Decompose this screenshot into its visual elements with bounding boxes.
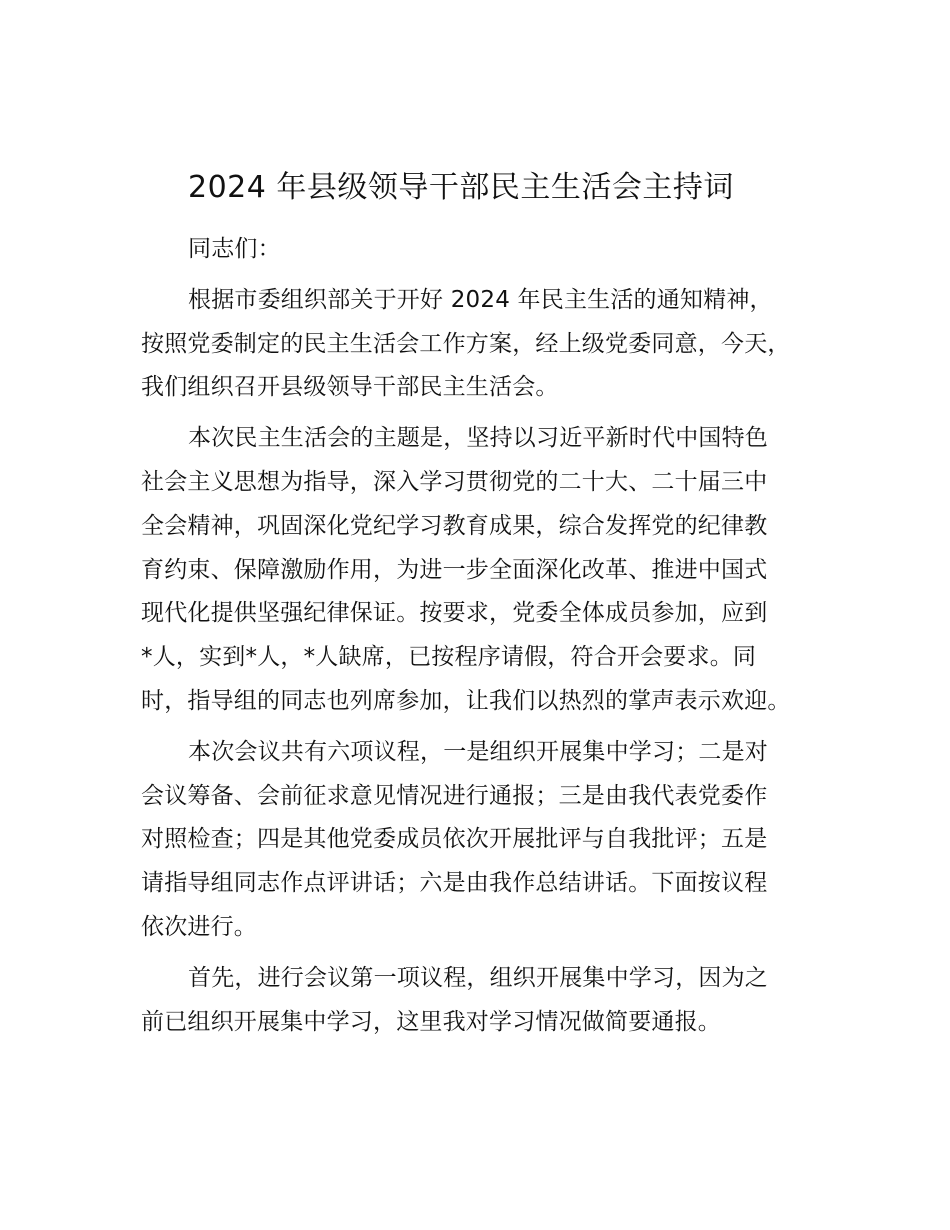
paragraph-line: *人，实到*人，*人缺席，已按程序请假，符合开会要求。同 [141, 644, 757, 671]
paragraph-line: 社会主义思想为指导，深入学习贯彻党的二十大、二十届三中 [141, 468, 768, 495]
paragraph-line: 依次进行。 [141, 913, 257, 940]
paragraph-line: 本次会议共有六项议程，一是组织开展集中学习；二是对 [188, 738, 768, 765]
paragraph-line: 我们组织召开县级领导干部民主生活会。 [141, 374, 559, 401]
paragraph-line: 前已组织开展集中学习，这里我对学习情况做简要通报。 [141, 1008, 721, 1035]
paragraph-line: 按照党委制定的民主生活会工作方案，经上级党委同意，今天， [141, 330, 791, 357]
greeting-line: 同志们： [188, 236, 281, 262]
greeting [141, 228, 831, 272]
paragraph-line: 育约束、保障激励作用，为进一步全面深化改革、推进中国式 [141, 556, 768, 583]
paragraph-line: 请指导组同志作点评讲话；六是由我作总结讲话。下面按议程 [141, 870, 768, 897]
paragraph-line: 会议筹备、会前征求意见情况进行通报；三是由我代表党委作 [141, 782, 768, 809]
paragraph-line: 现代化提供坚强纪律保证。按要求，党委全体成员参加，应到 [141, 600, 768, 627]
paragraph-line: 首先，进行会议第一项议程，组织开展集中学习，因为之 [188, 964, 768, 991]
paragraph-line: 本次民主生活会的主题是，坚持以习近平新时代中国特色 [188, 425, 768, 452]
paragraph-first-item [141, 957, 831, 1045]
paragraph-notice [141, 279, 831, 410]
paragraph-line: 时，指导组的同志也列席参加，让我们以热烈的掌声表示欢迎。 [141, 687, 791, 714]
paragraph-line: 对照检查；四是其他党委成员依次开展批评与自我批评；五是 [141, 826, 768, 853]
document-page [141, 160, 831, 1051]
paragraph-line: 根据市委组织部关于开好 2024 年民主生活的通知精神， [188, 286, 773, 313]
paragraph-line: 全会精神，巩固深化党纪学习教育成果，综合发挥党的纪律教 [141, 512, 768, 539]
document-title: 2024 年县级领导干部民主生活会主持词 [188, 170, 734, 205]
paragraph-theme [141, 417, 831, 724]
paragraph-agenda [141, 731, 831, 950]
